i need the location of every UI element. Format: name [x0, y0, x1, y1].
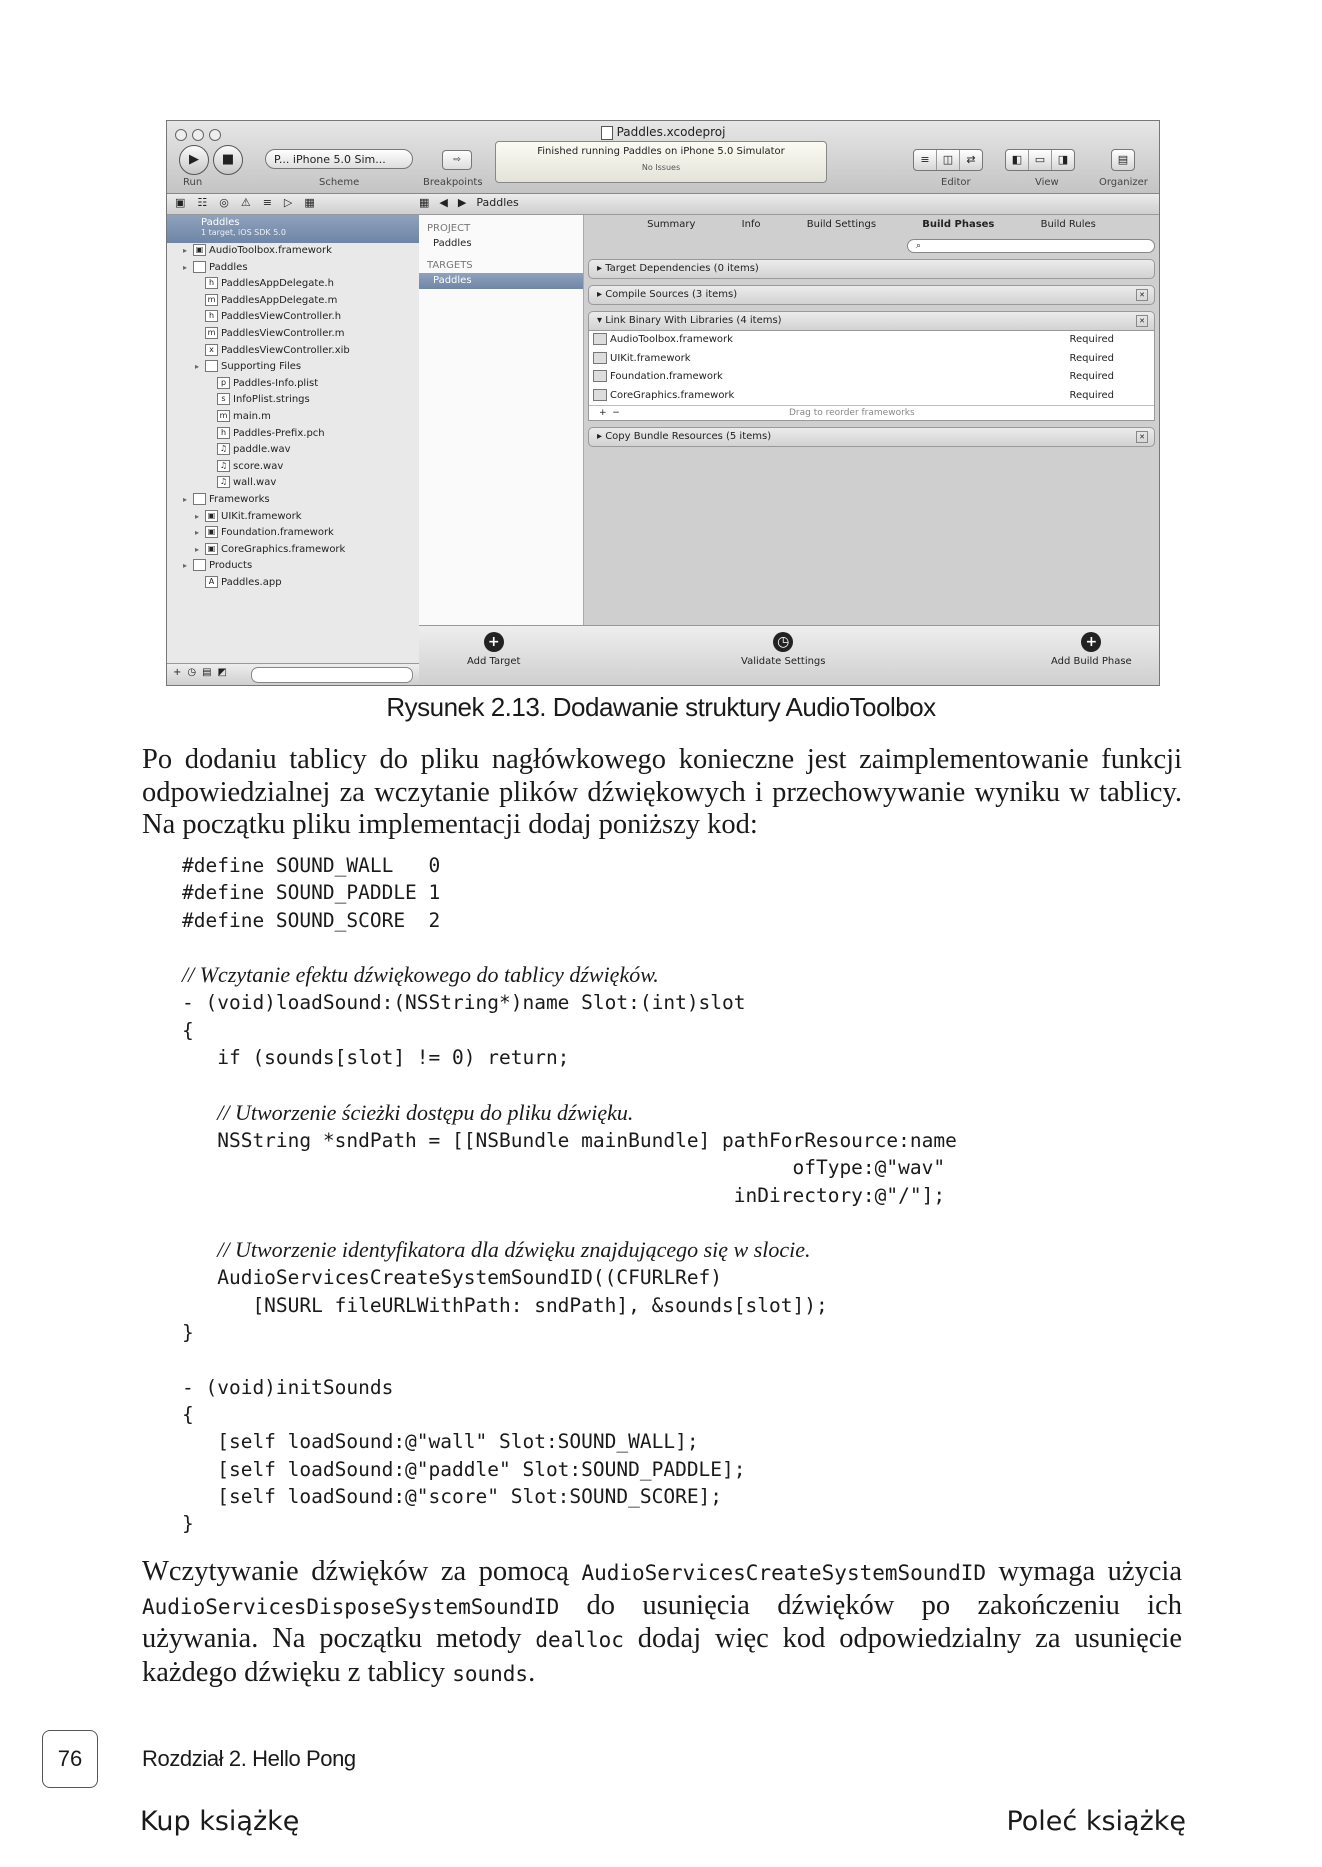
file-tree-item	[167, 525, 419, 542]
file-tree-item	[167, 392, 419, 409]
file-tree-item-label: PaddlesAppDelegate.m	[221, 294, 338, 306]
organizer-label: Organizer	[1099, 177, 1148, 188]
xib-file-icon: x	[205, 344, 218, 356]
editor-tab: Info	[741, 219, 761, 230]
sound-cleanup-paragraph	[142, 1556, 1182, 1690]
navigator-filter-field	[251, 667, 413, 683]
view-segment	[1005, 149, 1075, 171]
disclosure-triangle-icon: ▸	[195, 544, 200, 554]
code-line: - (void)loadSound:(NSString*)name Slot:(int)slot	[182, 991, 746, 1015]
framework-icon	[593, 389, 607, 401]
code-line: - (void)initSounds	[182, 1375, 394, 1399]
file-tree-item	[167, 376, 419, 393]
editor-tab: Build Rules	[1040, 219, 1096, 230]
file-tree-item	[167, 260, 419, 277]
delete-phase-icon: ✕	[1136, 431, 1148, 443]
xcode-screenshot	[166, 120, 1160, 686]
breakpoints-button: ⇨	[442, 150, 472, 170]
breakpoints-label: Breakpoints	[423, 177, 483, 188]
add-library-icon: + −	[599, 408, 620, 418]
related-items-icon: ▦	[419, 196, 430, 209]
code-line: [NSURL fileURLWithPath: sndPath], &sounds[slot]);	[182, 1293, 828, 1317]
file-tree-item	[167, 243, 419, 260]
library-list	[588, 331, 1155, 421]
strings-file-icon: s	[217, 393, 230, 405]
h-file-icon: h	[217, 427, 230, 439]
library-row	[589, 387, 1154, 406]
delete-phase-icon: ✕	[1136, 315, 1148, 327]
library-status: Required	[1069, 334, 1114, 345]
add-phase-label: Add Build Phase	[1051, 656, 1132, 667]
navigator-project-row	[167, 215, 419, 243]
text-run: dodaj więc kod odpowiedzialny za usunięcie każdego dźwięku z tablicy	[142, 1623, 1182, 1688]
validate-settings-button	[741, 632, 826, 667]
editor-tab: Summary	[647, 219, 696, 230]
file-tree-item-label: paddle.wav	[233, 444, 291, 456]
code-listing	[182, 852, 957, 1537]
library-name: CoreGraphics.framework	[610, 389, 735, 401]
framework-icon	[593, 352, 607, 364]
jump-bar	[419, 196, 529, 209]
targets-header: TARGETS	[427, 260, 473, 271]
code-comment: // Wczytanie efektu dźwiękowego do tablicy dźwięków.	[182, 962, 659, 988]
xcode-toolbar	[167, 121, 1159, 194]
run-button: ▶	[179, 145, 209, 175]
code-line: NSString *sndPath = [[NSBundle mainBundle] pathForResource:name	[182, 1128, 957, 1152]
framework-icon: ▣	[205, 526, 218, 538]
project-name: Paddles	[201, 217, 240, 228]
file-tree-item-label: PaddlesAppDelegate.h	[221, 278, 334, 290]
editor-tab: Build Settings	[806, 219, 877, 230]
phase-compile-sources: ▸ Compile Sources (3 items) ✕	[588, 285, 1155, 305]
back-arrow-icon: ◀	[439, 196, 448, 209]
file-tree-item-label: Supporting Files	[221, 361, 302, 373]
phase-link-binary: ▾ Link Binary With Libraries (4 items) ✕	[588, 311, 1155, 331]
project-header: PROJECT	[427, 223, 471, 234]
framework-icon	[593, 333, 607, 345]
library-status: Required	[1069, 371, 1114, 382]
recommend-book-link[interactable]: Poleć książkę	[1006, 1806, 1186, 1837]
phase-label: Target Dependencies (0 items)	[605, 263, 759, 274]
code-line: {	[182, 1018, 194, 1042]
code-line: if (sounds[slot] != 0) return;	[182, 1046, 570, 1070]
editor-label: Editor	[941, 177, 971, 188]
project-subtitle: 1 target, iOS SDK 5.0	[201, 228, 286, 237]
library-row	[589, 350, 1154, 369]
file-tree-item	[167, 276, 419, 293]
disclosure-triangle-icon: ▸	[195, 362, 200, 372]
file-tree	[167, 243, 419, 591]
library-status: Required	[1069, 352, 1114, 364]
h-file-icon: h	[205, 277, 218, 289]
editor-tab: Build Phases	[922, 219, 995, 230]
file-tree-item	[167, 326, 419, 343]
buy-book-link[interactable]: Kup książkę	[140, 1806, 300, 1837]
editor-footer	[419, 625, 1159, 685]
text-run: Wczytywanie dźwięków za pomocą	[142, 1556, 582, 1587]
disclosure-triangle-icon: ▸	[195, 528, 200, 538]
add-target-label: Add Target	[467, 656, 521, 667]
activity-status	[495, 141, 827, 183]
code-line: #define SOUND_SCORE 2	[182, 908, 441, 932]
library-row	[589, 331, 1154, 350]
search-icon: ⌕	[916, 241, 922, 251]
m-file-icon: m	[205, 294, 218, 306]
code-comment: // Utworzenie ścieżki dostępu do pliku dźwięku.	[217, 1099, 634, 1125]
organizer-icon: ▤	[1117, 153, 1129, 166]
window-title-text: Paddles.xcodeproj	[616, 125, 726, 139]
file-tree-item	[167, 542, 419, 559]
file-tree-item-label: AudioToolbox.framework	[209, 245, 332, 256]
app-icon: A	[205, 576, 218, 588]
library-list-footer	[589, 405, 1154, 420]
file-tree-item	[167, 293, 419, 310]
navigator-footer	[167, 663, 419, 685]
file-tree-item-label: Paddles-Prefix.pch	[233, 427, 325, 439]
navigator-footer-icons: +◷▤◩	[173, 667, 234, 678]
phase-target-dependencies: ▸ Target Dependencies (0 items)	[588, 259, 1155, 279]
file-tree-item	[167, 426, 419, 443]
text-run: wymaga użycia	[986, 1556, 1182, 1587]
inline-code: AudioServicesCreateSystemSoundID	[581, 1561, 987, 1585]
file-tree-item-label: PaddlesViewController.xib	[221, 344, 350, 356]
code-line: #define SOUND_WALL 0	[182, 854, 441, 877]
debug-view-icon: ▭	[1029, 150, 1052, 170]
drag-hint: Drag to reorder frameworks	[789, 408, 915, 418]
m-file-icon: m	[205, 327, 218, 339]
intro-paragraph	[142, 744, 1182, 842]
library-status: Required	[1069, 389, 1114, 401]
code-line: }	[182, 1321, 194, 1345]
file-tree-item-label: PaddlesViewController.h	[221, 311, 342, 323]
file-tree-item	[167, 509, 419, 526]
file-tree-item	[167, 359, 419, 376]
file-tree-item-label: UIKit.framework	[221, 510, 302, 522]
file-tree-item	[167, 475, 419, 492]
plist-file-icon: p	[217, 377, 230, 389]
view-label: View	[1035, 177, 1059, 188]
window-title	[167, 125, 1159, 140]
code-line: inDirectory:@"/"];	[182, 1183, 946, 1207]
audio-file-icon: ♫	[217, 476, 230, 488]
folder-icon	[193, 493, 206, 505]
scheme-selector: P... iPhone 5.0 Sim...	[265, 149, 413, 169]
navigator-selector-icons: ▣☷◎⚠≡▷▦	[175, 196, 327, 209]
file-tree-item-label: Foundation.framework	[221, 527, 334, 539]
library-name: AudioToolbox.framework	[610, 334, 733, 345]
intro-paragraph-text: Po dodaniu tablicy do pliku nagłówkowego konieczne jest zaimplementowanie funkcji odpowiedzialnej za wczytanie plików dźwiękowych i przechowywanie wyniku w tablicy. Na początku pliku implementacji dodaj poniższy kod:	[142, 744, 1182, 841]
text-run: do usunięcia dźwięków po zakończeniu ich używania. Na początku metody	[142, 1589, 1182, 1655]
phase-copy-resources: ▸ Copy Bundle Resources (5 items) ✕	[588, 427, 1155, 447]
figure-caption: Rysunek 2.13. Dodawanie struktury AudioToolbox	[386, 692, 936, 722]
file-tree-item-label: Paddles-Info.plist	[233, 377, 319, 389]
audio-file-icon: ♫	[217, 460, 230, 472]
file-tree-item-label: Products	[209, 560, 253, 572]
file-tree-item-label: Paddles	[209, 261, 248, 273]
navigator-view-icon: ◧	[1006, 150, 1029, 170]
disclosure-triangle-icon: ▸	[183, 494, 188, 504]
phase-label: Compile Sources (3 items)	[605, 289, 738, 300]
file-tree-item	[167, 575, 419, 592]
organizer-button	[1111, 149, 1135, 171]
file-tree-item-label: Frameworks	[209, 493, 270, 505]
text-run: .	[528, 1656, 536, 1688]
scheme-label: Scheme	[319, 177, 360, 188]
target-item: Paddles	[419, 273, 583, 289]
navigator-bar	[167, 194, 1159, 215]
file-tree-item	[167, 409, 419, 426]
add-build-phase-button	[1051, 632, 1132, 667]
code-line: [self loadSound:@"wall" Slot:SOUND_WALL];	[182, 1430, 699, 1454]
file-tree-item	[167, 442, 419, 459]
library-row	[589, 368, 1154, 387]
code-line: AudioServicesCreateSystemSoundID((CFURLRef)	[182, 1266, 723, 1290]
phase-label: Copy Bundle Resources (5 items)	[605, 431, 772, 442]
inline-code: sounds	[452, 1661, 529, 1686]
framework-icon: ▣	[205, 543, 218, 555]
code-comment: // Utworzenie identyfikatora dla dźwięku znajdującego się w slocie.	[217, 1237, 811, 1263]
disclosure-triangle-icon: ▸	[183, 246, 188, 255]
file-tree-item-label: main.m	[233, 410, 271, 422]
status-line-2: No Issues	[641, 163, 681, 172]
file-tree-item-label: CoreGraphics.framework	[221, 543, 346, 555]
stop-button: ■	[213, 145, 243, 175]
framework-icon	[593, 370, 607, 382]
framework-icon: ▣	[205, 510, 218, 522]
editor-tabs	[584, 215, 1159, 235]
status-line-1: Finished running Paddles on iPhone 5.0 Simulator	[537, 146, 785, 157]
h-file-icon: h	[205, 310, 218, 322]
inline-code: AudioServicesDisposeSystemSoundID	[142, 1594, 560, 1619]
file-tree-item-label: score.wav	[233, 460, 284, 472]
project-navigator	[167, 215, 420, 663]
jump-crumb: Paddles	[476, 196, 519, 209]
editor-segment	[913, 149, 983, 171]
add-icon: +	[484, 632, 504, 652]
file-tree-item	[167, 558, 419, 575]
m-file-icon: m	[217, 410, 230, 422]
inline-code: dealloc	[535, 1628, 624, 1653]
file-tree-item-label: wall.wav	[233, 477, 277, 489]
disclosure-triangle-icon: ▸	[195, 511, 200, 521]
audio-file-icon: ♫	[217, 443, 230, 455]
code-line: #define SOUND_PADDLE 1	[182, 881, 441, 905]
framework-icon: ▣	[193, 244, 206, 256]
code-line: }	[182, 1512, 194, 1536]
disclosure-triangle-icon: ▸	[183, 561, 188, 571]
code-line: {	[182, 1402, 194, 1426]
build-phases-editor	[584, 215, 1159, 625]
delete-phase-icon: ✕	[1136, 289, 1148, 301]
file-tree-item	[167, 459, 419, 476]
add-icon: +	[1081, 632, 1101, 652]
disclosure-triangle-icon: ▸	[183, 262, 188, 272]
version-editor-icon: ⇄	[966, 153, 976, 166]
clock-icon: ◷	[773, 632, 793, 652]
code-line: [self loadSound:@"paddle" Slot:SOUND_PADDLE];	[182, 1457, 746, 1481]
folder-icon	[193, 559, 206, 571]
phase-label: Link Binary With Libraries (4 items)	[605, 315, 782, 326]
add-target-button	[467, 632, 520, 667]
folder-icon	[193, 261, 206, 273]
forward-arrow-icon: ▶	[457, 196, 467, 209]
standard-editor-icon: ≡	[914, 150, 937, 170]
run-label: Run	[183, 177, 203, 188]
assistant-editor-icon: ◫	[937, 150, 960, 170]
project-item: Paddles	[433, 238, 472, 249]
file-tree-item-label: InfoPlist.strings	[233, 394, 310, 406]
chapter-title: Rozdział 2. Hello Pong	[142, 1746, 356, 1771]
library-name: UIKit.framework	[610, 352, 691, 364]
phase-search-field	[907, 239, 1155, 253]
project-file-icon	[601, 126, 613, 140]
library-name: Foundation.framework	[610, 371, 723, 382]
project-targets-list	[419, 215, 584, 625]
file-tree-item	[167, 343, 419, 360]
code-line: [self loadSound:@"score" Slot:SOUND_SCORE];	[182, 1484, 723, 1508]
file-tree-item-label: PaddlesViewController.m	[221, 327, 345, 339]
file-tree-item-label: Paddles.app	[221, 576, 282, 588]
folder-icon	[205, 360, 218, 372]
utilities-view-icon: ◨	[1057, 153, 1069, 166]
page-number: 76	[42, 1730, 98, 1788]
code-line: ofType:@"wav"	[182, 1156, 946, 1180]
file-tree-item	[167, 492, 419, 509]
file-tree-item	[167, 309, 419, 326]
validate-label: Validate Settings	[741, 656, 826, 667]
sound-cleanup-text	[142, 1556, 1182, 1690]
